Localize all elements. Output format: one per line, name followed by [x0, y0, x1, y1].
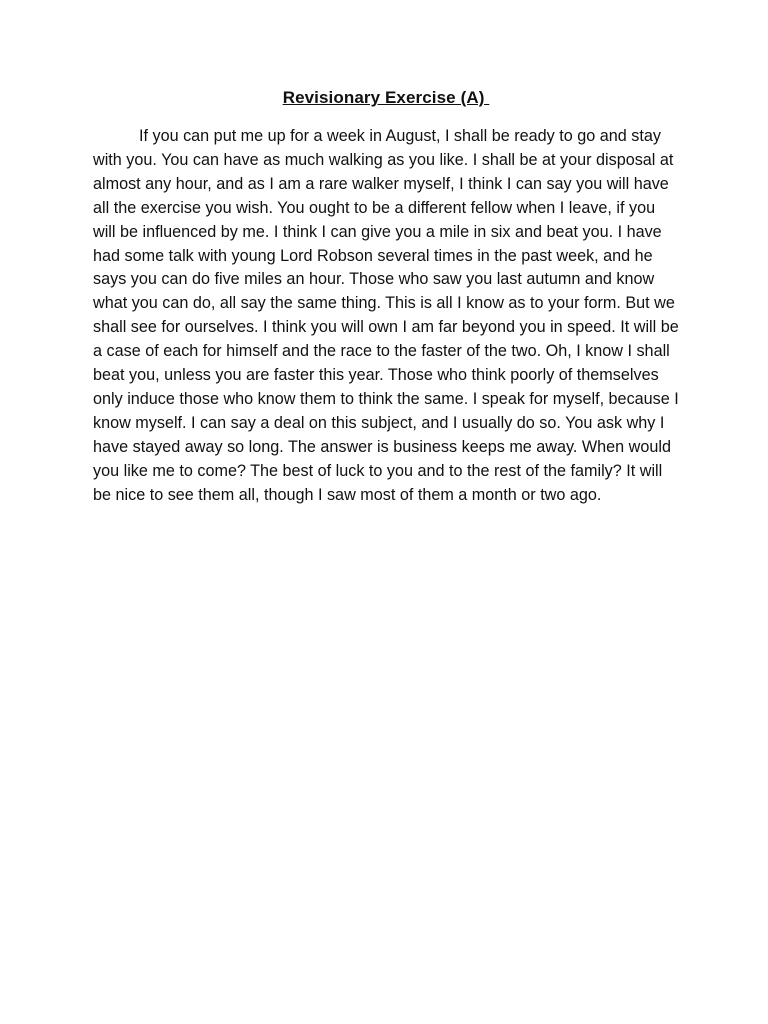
document-body-paragraph: If you can put me up for a week in August, I shall be ready to go and stay with you. You can have as much walking as you like. I shall be at your disposal at almost any hour, and as I am a rare walker myself, I think I can say you will have all the exercise you wish. You ought to be a different fellow when I leave, if you will be influenced by me. I think I can give you a mile in six and beat you. I have had some talk with young Lord Robson several times in the past week, and he says you can do five miles an hour. Those who saw you last autumn and know what you can do, all say the same thing. This is all I know as to your form. But we shall see for ourselves. I think you will own I am far beyond you in speed. It will be a case of each for himself and the race to the faster of the two. Oh, I know I shall beat you, unless you are faster this year. Those who think poorly of themselves only induce those who know them to think the same. I speak for myself, because I know myself. I can say a deal on this subject, and I usually do so. You ask why I have stayed away so long. The answer is business keeps me away. When would you like me to come? The best of luck to you and to the rest of the family? It will be nice to see them all, though I saw most of them a month or two ago.	[93, 127, 679, 504]
document-title: Revisionary Exercise (A)	[282, 88, 490, 107]
